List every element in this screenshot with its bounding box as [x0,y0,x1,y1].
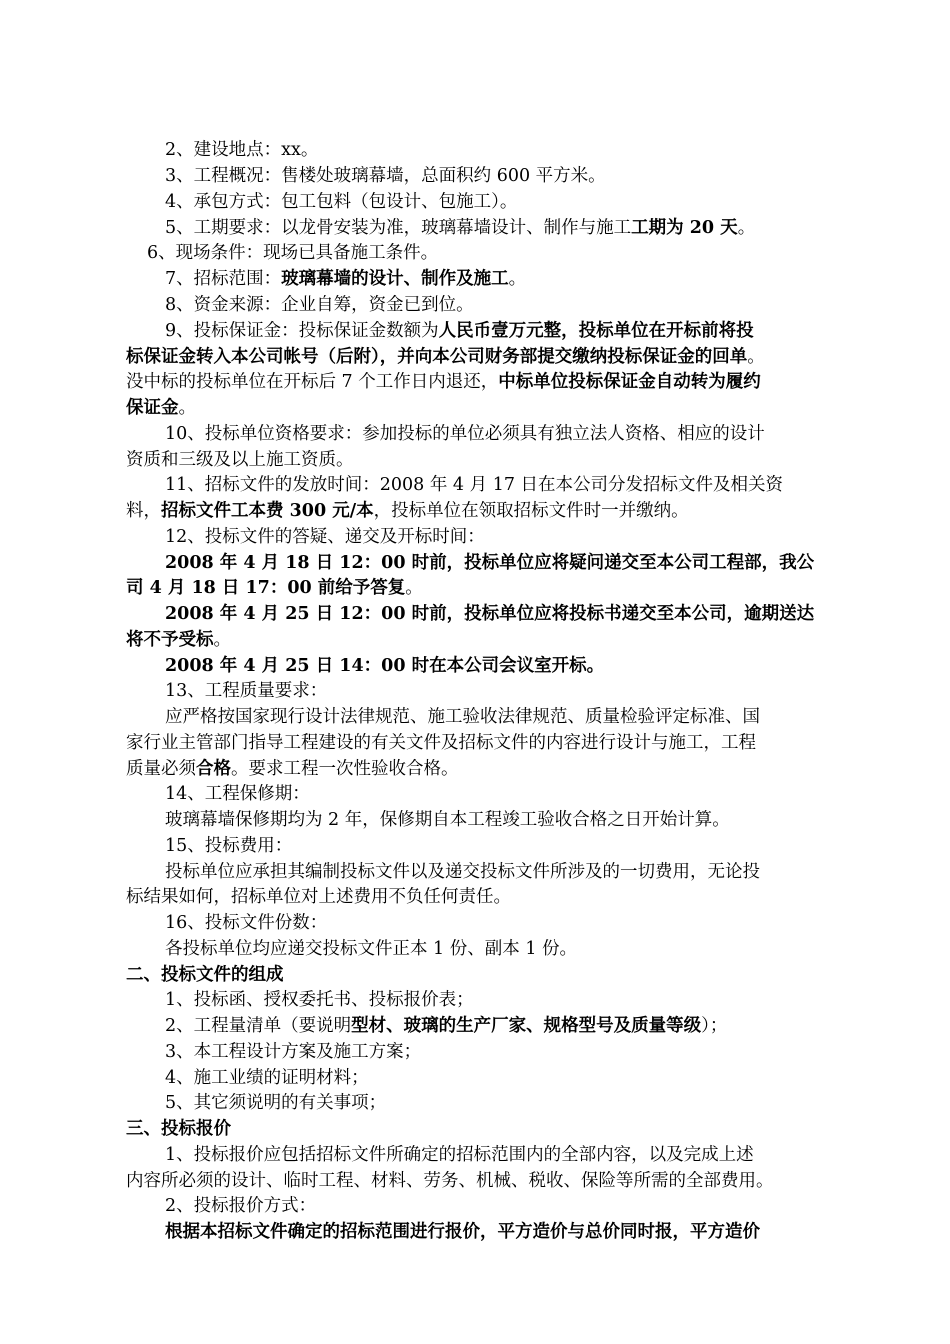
text-segment: 家行业主管部门指导工程建设的有关文件及招标文件的内容进行设计与施工，工程 [126,733,756,753]
text-segment: 没中标的投标单位在开标后 7 个工作日内退还， [126,372,499,392]
bold-text: 合格 [196,759,231,779]
text-line [165,1039,826,1065]
section-heading [126,1116,826,1142]
text-line [126,575,826,601]
bold-text: 2008 年 4 月 25 日 14：00 时在本公司会议室开标。 [165,656,605,676]
text-line [165,524,826,550]
text-line [126,447,826,473]
text-line [165,1065,826,1091]
text-line [165,859,826,885]
text-segment: 5、其它须说明的有关事项； [165,1093,387,1113]
text-line [165,472,826,498]
text-line [165,292,826,318]
text-line [165,1142,826,1168]
text-line [126,395,826,421]
text-segment: 9、投标保证金：投标保证金数额为 [165,321,439,341]
text-line [165,936,826,962]
text-line [165,653,826,679]
bold-text: 招标文件工本费 300 元/本 [161,501,374,521]
text-line [165,601,826,627]
text-line [165,1193,826,1219]
bold-text: 2008 年 4 月 18 日 12：00 时前，投标单位应将疑问递交至本公司工程部，我公 [165,553,815,573]
text-segment: 2、工程量清单（要说明 [165,1016,352,1036]
text-line [165,1090,826,1116]
text-line [165,266,826,292]
bold-text: 三、投标报价 [126,1119,231,1139]
text-segment: 5、工期要求：以龙骨安装为准，玻璃幕墙设计、制作与施工 [165,218,632,238]
text-line [165,1219,826,1245]
text-segment: 1、投标报价应包括招标文件所确定的招标范围内的全部内容，以及完成上述 [165,1145,754,1165]
text-line [126,369,826,395]
section-heading [126,962,826,988]
text-line [126,756,826,782]
text-line [126,884,826,910]
text-segment: 8、资金来源：企业自筹，资金已到位。 [165,295,474,315]
text-segment: 资质和三级及以上施工资质。 [126,450,354,470]
text-segment: 7、招标范围： [165,269,282,289]
text-line [165,215,826,241]
text-segment: 1、投标函、授权委托书、投标报价表； [165,990,474,1010]
text-line [165,421,826,447]
text-segment: 13、工程质量要求： [165,681,328,701]
text-segment: 11、招标文件的发放时间：2008 年 4 月 17 日在本公司分发招标文件及相关资 [165,475,784,495]
text-segment: 。 [747,347,765,367]
text-segment: 2、建设地点：xx。 [165,140,319,160]
text-segment: 内容所必须的设计、临时工程、材料、劳务、机械、税收、保险等所需的全部费用。 [126,1171,774,1191]
text-segment: 投标单位应承担其编制投标文件以及递交投标文件所涉及的一切费用，无论投 [165,862,760,882]
text-line [147,240,826,266]
text-segment: 。 [737,218,756,238]
text-line [126,730,826,756]
text-segment: 3、本工程设计方案及施工方案； [165,1042,422,1062]
text-segment: 。 [508,269,527,289]
text-segment: 料， [126,501,161,521]
text-segment: ）； [701,1016,728,1036]
bold-text: 将不予受标 [126,630,214,650]
text-segment: 4、施工业绩的证明材料； [165,1068,369,1088]
text-line [165,807,826,833]
text-segment: 玻璃幕墙保修期均为 2 年，保修期自本工程竣工验收合格之日开始计算。 [165,810,730,830]
bold-text: 人民币壹万元整，投标单位在开标前将投 [438,321,754,341]
text-segment: 。 [178,398,196,418]
text-line [165,137,826,163]
text-segment: 6、现场条件：现场已具备施工条件。 [147,243,439,263]
text-line [165,1013,826,1039]
text-line [165,987,826,1013]
text-segment: 10、投标单位资格要求：参加投标的单位必须具有独立法人资格、相应的设计 [165,424,765,444]
bold-text: 型材、玻璃的生产厂家、规格型号及质量等级 [351,1016,702,1036]
text-line [165,704,826,730]
bold-text: 工期为 20 天 [631,218,738,238]
text-segment: 2、投标报价方式： [165,1196,317,1216]
text-segment: 15、投标费用： [165,836,293,856]
text-line [165,189,826,215]
bold-text: 标保证金转入本公司帐号（后附），并向本公司财务部提交缴纳投标保证金的回单 [126,347,748,367]
bold-text: 玻璃幕墙的设计、制作及施工 [281,269,509,289]
text-line [165,781,826,807]
bold-text: 根据本招标文件确定的招标范围进行报价，平方造价与总价同时报，平方造价 [165,1222,760,1242]
text-line [165,163,826,189]
text-segment: 质量必须 [126,759,196,779]
text-line [126,1168,826,1194]
text-segment: 。 [405,578,423,598]
bold-text: 二、投标文件的组成 [126,965,284,985]
text-segment: 3、工程概况：售楼处玻璃幕墙，总面积约 600 平方米。 [165,166,606,186]
text-line [165,678,826,704]
text-segment: 各投标单位均应递交投标文件正本 1 份、副本 1 份。 [165,939,578,959]
text-line [165,318,826,344]
text-segment: 14、工程保修期： [165,784,310,804]
text-segment: 标结果如何，招标单位对上述费用不负任何责任。 [126,887,511,907]
text-line [165,550,826,576]
bold-text: 中标单位投标保证金自动转为履约 [498,372,761,392]
text-line [165,910,826,936]
text-line [126,344,826,370]
text-segment: 。 [213,630,231,650]
text-line [126,627,826,653]
bold-text: 司 4 月 18 日 17：00 前给予答复 [126,578,406,598]
text-segment: 16、投标文件份数： [165,913,328,933]
text-segment: 4、承包方式：包工包料（包设计、包施工）。 [165,192,518,212]
text-line [126,498,826,524]
bold-text: 2008 年 4 月 25 日 12：00 时前，投标单位应将投标书递交至本公司，逾期送达 [165,604,815,624]
bold-text: 保证金 [126,398,179,418]
text-segment: 12、投标文件的答疑、递交及开标时间： [165,527,485,547]
text-line [165,833,826,859]
text-segment: 应严格按国家现行设计法律规范、施工验收法律规范、质量检验评定标准、国 [165,707,760,727]
text-segment: 。要求工程一次性验收合格。 [231,759,459,779]
text-segment: ，投标单位在领取招标文件时一并缴纳。 [373,501,689,521]
